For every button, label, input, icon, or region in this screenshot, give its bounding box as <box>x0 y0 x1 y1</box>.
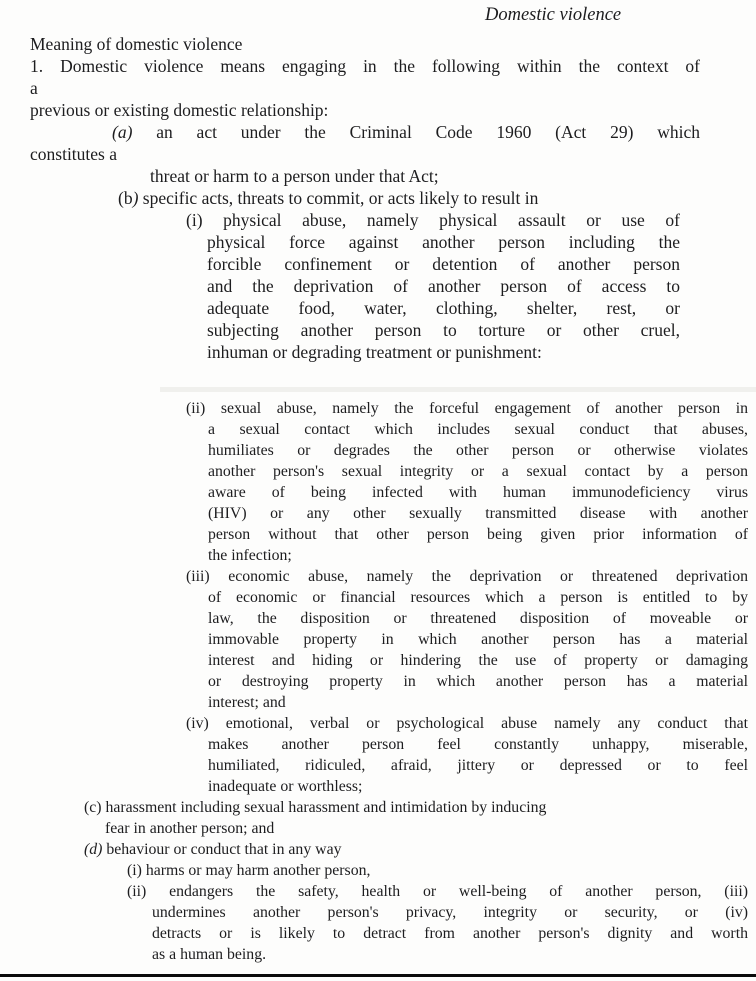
text-line: a sexual contact which includes sexual conduct that abuses, <box>208 421 748 438</box>
text-line: constitutes a <box>30 144 117 164</box>
text-line: interest and hiding or hindering the use of property or damaging <box>208 652 748 669</box>
text-line: the infection; <box>208 547 292 564</box>
text-line: subjecting another person to torture or other cruel, <box>207 320 680 340</box>
text-line: (b) specific acts, threats to commit, or acts likely to result in <box>118 188 539 208</box>
text-line: (i) harms or may harm another person, <box>127 862 371 879</box>
text-line: undermines another person's privacy, integrity or security, or (iv) <box>152 904 748 921</box>
text-line: a <box>30 78 38 98</box>
text-line: (c) harassment including sexual harassment and intimidation by inducing <box>84 799 547 816</box>
text-line: threat or harm to a person under that Act; <box>150 166 439 186</box>
text-line: humiliates or degrades the other person or otherwise violates <box>208 442 748 459</box>
text-line: forcible confinement or detention of another person <box>207 254 680 274</box>
bottom-rule <box>0 974 756 977</box>
text-line: (d) behaviour or conduct that in any way <box>84 841 342 858</box>
text-line: previous or existing domestic relationship: <box>30 100 329 120</box>
text-line: as a human being. <box>152 946 267 963</box>
text-line: law, the disposition or threatened disposition of moveable or <box>208 610 748 627</box>
text-line: interest; and <box>208 694 286 711</box>
text-line: 1. Domestic violence means engaging in the following within the context of <box>30 56 700 76</box>
text-line: adequate food, water, clothing, shelter, rest, or <box>207 298 680 318</box>
text-line: physical force against another person including the <box>207 232 680 252</box>
text-line: (a) an act under the Criminal Code 1960 (Act 29) which <box>112 122 700 142</box>
text-line: humiliated, ridiculed, afraid, jittery or depressed or to feel <box>208 757 748 774</box>
text-line: of economic or financial resources which a person is entitled to by <box>208 589 748 606</box>
text-line: another person's sexual integrity or a sexual contact by a person <box>208 463 748 480</box>
text-line: and the deprivation of another person of access to <box>207 276 680 296</box>
text-line: fear in another person; and <box>105 820 275 837</box>
text-line: immovable property in which another person has a material <box>208 631 748 648</box>
text-line: (iv) emotional, verbal or psychological abuse namely any conduct that <box>186 715 748 732</box>
text-line: makes another person feel constantly unhappy, miserable, <box>208 736 748 753</box>
text-line: inhuman or degrading treatment or punishment: <box>207 342 542 362</box>
statute-section-top <box>0 33 756 363</box>
text-line: Meaning of domestic violence <box>30 34 243 54</box>
statute-section-bottom <box>0 398 756 965</box>
text-line: (ii) sexual abuse, namely the forceful engagement of another person in <box>186 400 748 417</box>
text-line: (i) physical abuse, namely physical assault or use of <box>186 210 680 230</box>
text-line: inadequate or worthless; <box>208 778 363 795</box>
page-seam <box>160 387 756 392</box>
page-header-title: Domestic violence <box>485 5 622 25</box>
text-line: (ii) endangers the safety, health or well-being of another person, (iii) <box>127 883 748 900</box>
text-line: detracts or is likely to detract from another person's dignity and worth <box>152 925 748 942</box>
text-line: (iii) economic abuse, namely the deprivation or threatened deprivation <box>186 568 748 585</box>
text-line: (HIV) or any other sexually transmitted disease with another <box>208 505 748 522</box>
text-line: aware of being infected with human immunodeficiency virus <box>208 484 748 501</box>
text-line: or destroying property in which another person has a material <box>208 673 748 690</box>
text-line: person without that other person being given prior information of <box>208 526 748 543</box>
